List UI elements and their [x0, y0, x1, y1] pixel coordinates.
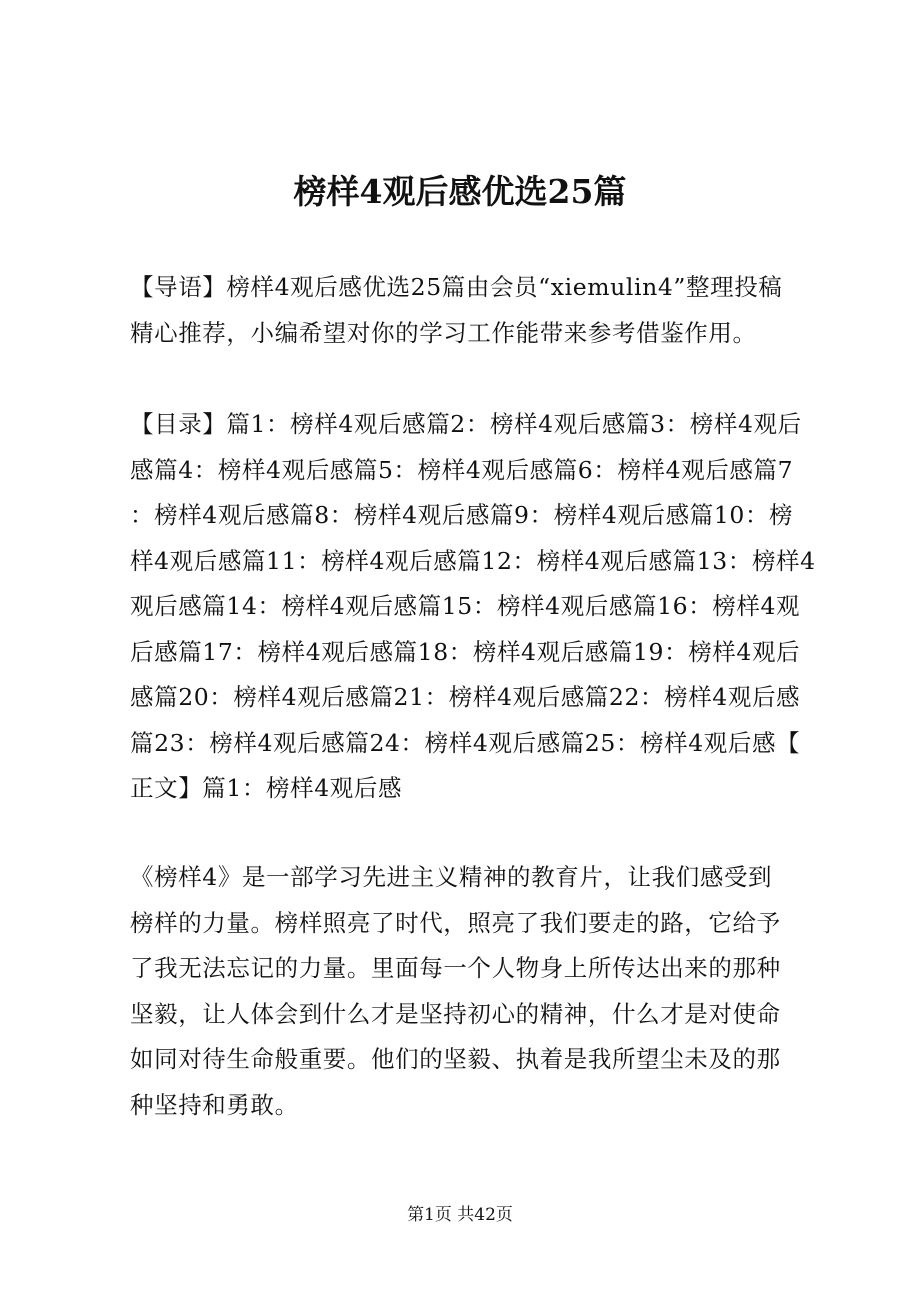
toc-line: 感篇20：榜样4观后感篇21：榜样4观后感篇22：榜样4观后感 — [130, 683, 801, 711]
body-line: 种坚持和勇敢。 — [130, 1090, 299, 1119]
toc-line: 正文】篇1：榜样4观后感 — [130, 774, 403, 802]
toc-line: 样4观后感篇11：榜样4观后感篇12：榜样4观后感篇13：榜样4 — [130, 546, 816, 575]
toc-line: 后感篇17：榜样4观后感篇18：榜样4观后感篇19：榜样4观后 — [130, 637, 801, 666]
body-line: 如同对待生命般重要。他们的坚毅、执着是我所望尘未及的那 — [130, 1045, 781, 1073]
toc-line: 感篇4：榜样4观后感篇5：榜样4观后感篇6：榜样4观后感篇7 — [130, 455, 794, 484]
toc-line: ：榜样4观后感篇8：榜样4观后感篇9：榜样4观后感篇10：榜 — [130, 501, 794, 529]
body-paragraph — [130, 855, 800, 1128]
intro-line: 精心推荐，小编希望对你的学习工作能带来参考借鉴作用。 — [130, 318, 757, 347]
body-line: 了我无法忘记的力量。里面每一个人物身上所传达出来的那种 — [130, 954, 781, 982]
page-number-footer: 第1页 共42页 — [407, 1205, 513, 1225]
toc-line: 观后感篇14：榜样4观后感篇15：榜样4观后感篇16：榜样4观 — [130, 592, 801, 620]
document-title: 榜样4观后感优选25篇 — [293, 172, 627, 211]
body-line: 坚毅，让人体会到什么才是坚持初心的精神，什么才是对使命 — [130, 999, 781, 1028]
intro-paragraph — [130, 265, 800, 356]
toc-line: 篇23：榜样4观后感篇24：榜样4观后感篇25：榜样4观后感【 — [130, 728, 801, 757]
toc-line: 【目录】篇1：榜样4观后感篇2：榜样4观后感篇3：榜样4观后 — [130, 410, 802, 438]
toc-paragraph — [130, 402, 816, 812]
body-line: 《榜样4》是一部学习先进主义精神的教育片，让我们感受到 — [130, 863, 773, 891]
intro-line: 【导语】榜样4观后感优选25篇由会员“xiemulin4”整理投稿 — [130, 273, 783, 301]
body-line: 榜样的力量。榜样照亮了时代，照亮了我们要走的路，它给予 — [130, 908, 781, 937]
